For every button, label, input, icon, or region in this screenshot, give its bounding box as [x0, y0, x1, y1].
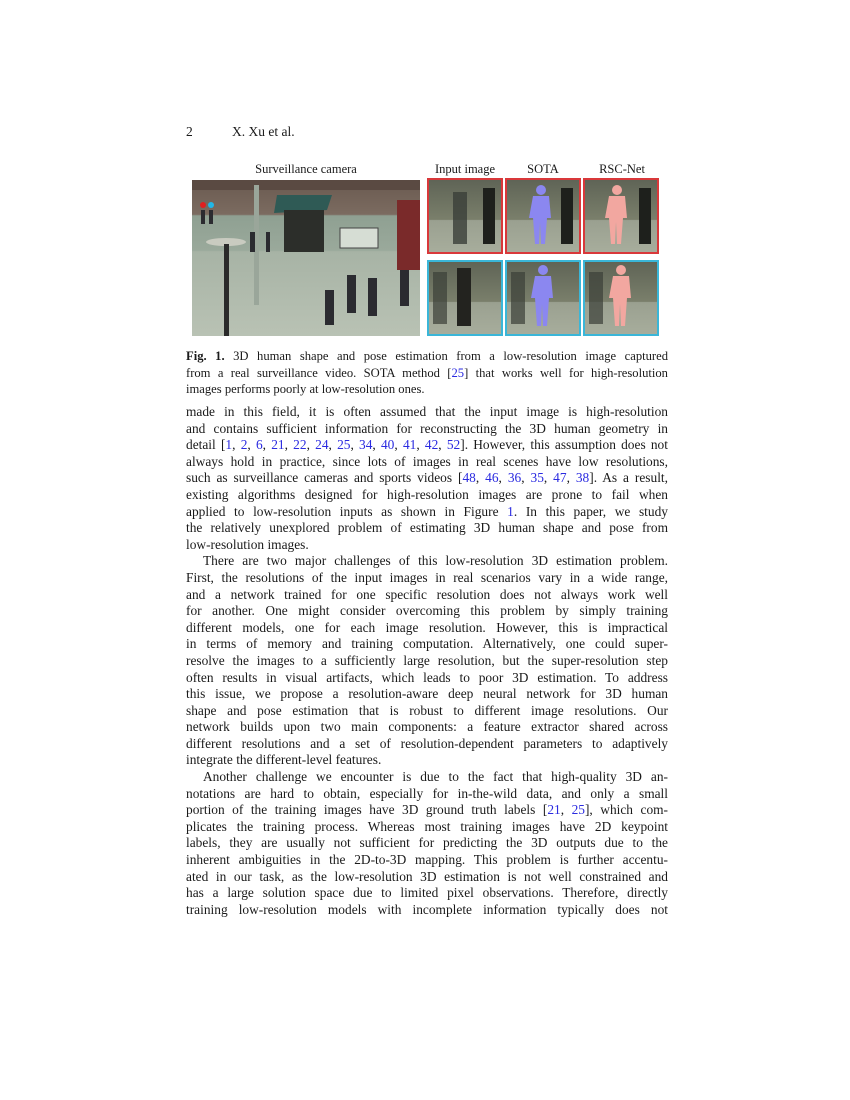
label-input-image: Input image — [434, 162, 496, 176]
text-line: There are two major challenges of this low-resolution 3D estimation problem. — [203, 553, 668, 569]
citation-link[interactable]: 48 — [462, 470, 476, 486]
caption-text: 3D human shape and pose estimation from a low-resolution image captured — [224, 349, 669, 363]
body-text — [186, 404, 668, 918]
text-line: labels, they are usually not sufficient for predicting the 3D outputs due to the — [186, 835, 668, 851]
text-line: network builds upon two main components: a feature extractor shared across — [186, 719, 668, 735]
paragraph — [186, 553, 668, 769]
citation-link[interactable]: 46 — [485, 470, 499, 486]
text-line: often results in visual artifacts, which leads to poor 3D estimation. To address — [186, 669, 668, 685]
text-line: resolve the images to a sufficiently large resolution, but the super-resolution step — [186, 652, 668, 668]
text-line: and contains sufficient information for reconstructing the 3D human geometry in — [186, 420, 668, 436]
citation-link[interactable]: 36 — [507, 470, 522, 486]
citation-link[interactable]: 40 — [380, 437, 395, 453]
text-line: made in this field, it is often assumed that the input image is high-resolution — [186, 404, 668, 419]
text-line: different resolutions and a set of resolution-dependent parameters to adaptively — [186, 735, 668, 751]
citation-link[interactable]: 22 — [293, 437, 307, 453]
text-line: plicates the training process. Whereas most training images have 2D keypoint — [186, 818, 668, 834]
caption-line: images performs poorly at low-resolution ones. — [186, 382, 425, 397]
text-line: First, the resolutions of the input images in real scenarios vary in a wide range, — [186, 569, 668, 585]
surveillance-photo — [192, 180, 420, 336]
citation-link[interactable]: 2 — [240, 437, 248, 453]
sota-result-cyan — [505, 260, 581, 336]
rsc-net-result-red — [583, 178, 659, 254]
citation-link[interactable]: 52 — [446, 437, 461, 453]
citation-link[interactable]: 25 — [337, 437, 351, 453]
citation-link[interactable]: 47 — [553, 470, 567, 486]
label-surveillance-camera: Surveillance camera — [255, 162, 357, 176]
text-line: ated in our task, as the low-resolution 3D estimation is not well constrained and — [186, 868, 668, 884]
citation-link[interactable]: 21 — [271, 437, 285, 453]
caption-line: from a real surveillance video. SOTA method [25] that works well for high-resolution — [186, 365, 668, 380]
citation-link[interactable]: 41 — [402, 437, 417, 453]
label-sota: SOTA — [527, 162, 559, 176]
text-line: in terms of memory and training computation. Alternatively, one could super- — [186, 636, 668, 652]
citation-link[interactable]: 42 — [424, 437, 439, 453]
label-rsc-net: RSC-Net — [599, 162, 645, 176]
input-image-red — [427, 178, 503, 254]
citation-link[interactable]: 21 — [547, 802, 561, 818]
rsc-net-result-cyan — [583, 260, 659, 336]
text-line: inherent ambiguities in the 2D-to-3D mapping. This problem is further accentu- — [186, 852, 668, 868]
page-number: 2 — [186, 124, 193, 139]
text-line: always hold in practice, since lots of images in real scenes have low resolutions, — [186, 453, 668, 469]
text-line: and a network trained for one specific resolution does not always work well — [186, 586, 668, 602]
text-line: detail [1, 2, 6, 21, 22, 24, 25, 34, 40, 41, 42, 52]. However, this assumption does not — [186, 437, 668, 453]
citation-link[interactable]: 24 — [315, 437, 329, 453]
citation-link[interactable]: 38 — [575, 470, 590, 486]
text-line: the relatively unexplored problem of estimating 3D human shape and pose from — [186, 520, 668, 536]
citation-link[interactable]: 6 — [255, 437, 263, 453]
text-line: such as surveillance cameras and sports videos [48, 46, 36, 35, 47, 38]. As a result, — [186, 470, 668, 486]
text-line: for another. One might consider overcoming this problem by simply training — [186, 603, 668, 619]
citation-link[interactable]: 25 — [571, 802, 585, 818]
text-line: has a large solution space due to limited pixel observations. Therefore, directly — [186, 885, 668, 901]
text-line: Another challenge we encounter is due to the fact that high-quality 3D an- — [203, 769, 668, 785]
paragraph — [186, 769, 668, 918]
text-line: training low-resolution models with incomplete information typically does not — [186, 901, 668, 917]
text-line: existing algorithms designed for high-resolution images are prone to fail when — [186, 486, 668, 502]
caption-label: Fig. 1. — [186, 349, 225, 363]
text-line: portion of the training images have 3D ground truth labels [21, 25], which com- — [186, 802, 669, 818]
citation-link[interactable]: 35 — [530, 470, 544, 486]
caption-line — [186, 348, 668, 365]
text-line: low-resolution images. — [186, 536, 309, 552]
text-line: applied to low-resolution inputs as shown in Figure 1. In this paper, we study — [186, 503, 668, 519]
citation-link[interactable]: 25 — [451, 365, 465, 380]
citation-link[interactable]: 1 — [225, 437, 233, 453]
text-line: notations are hard to obtain, especially for in-the-wild data, and only a small — [186, 785, 668, 801]
figure-link[interactable]: 1 — [507, 503, 514, 519]
figure-caption — [186, 348, 668, 398]
text-line: integrate the different-level features. — [186, 752, 382, 768]
running-head: X. Xu et al. — [232, 124, 295, 139]
text-line: different models, one for each image resolution. However, this is impractical — [186, 619, 668, 635]
input-image-cyan — [427, 260, 503, 336]
sota-result-red — [505, 178, 581, 254]
citation-link[interactable]: 34 — [359, 437, 373, 453]
text-line: this issue, we propose a resolution-aware deep neural network for 3D human — [186, 686, 668, 702]
paragraph — [186, 404, 668, 553]
text-line: shape and pose estimation that is robust to different image resolutions. Our — [186, 702, 668, 718]
